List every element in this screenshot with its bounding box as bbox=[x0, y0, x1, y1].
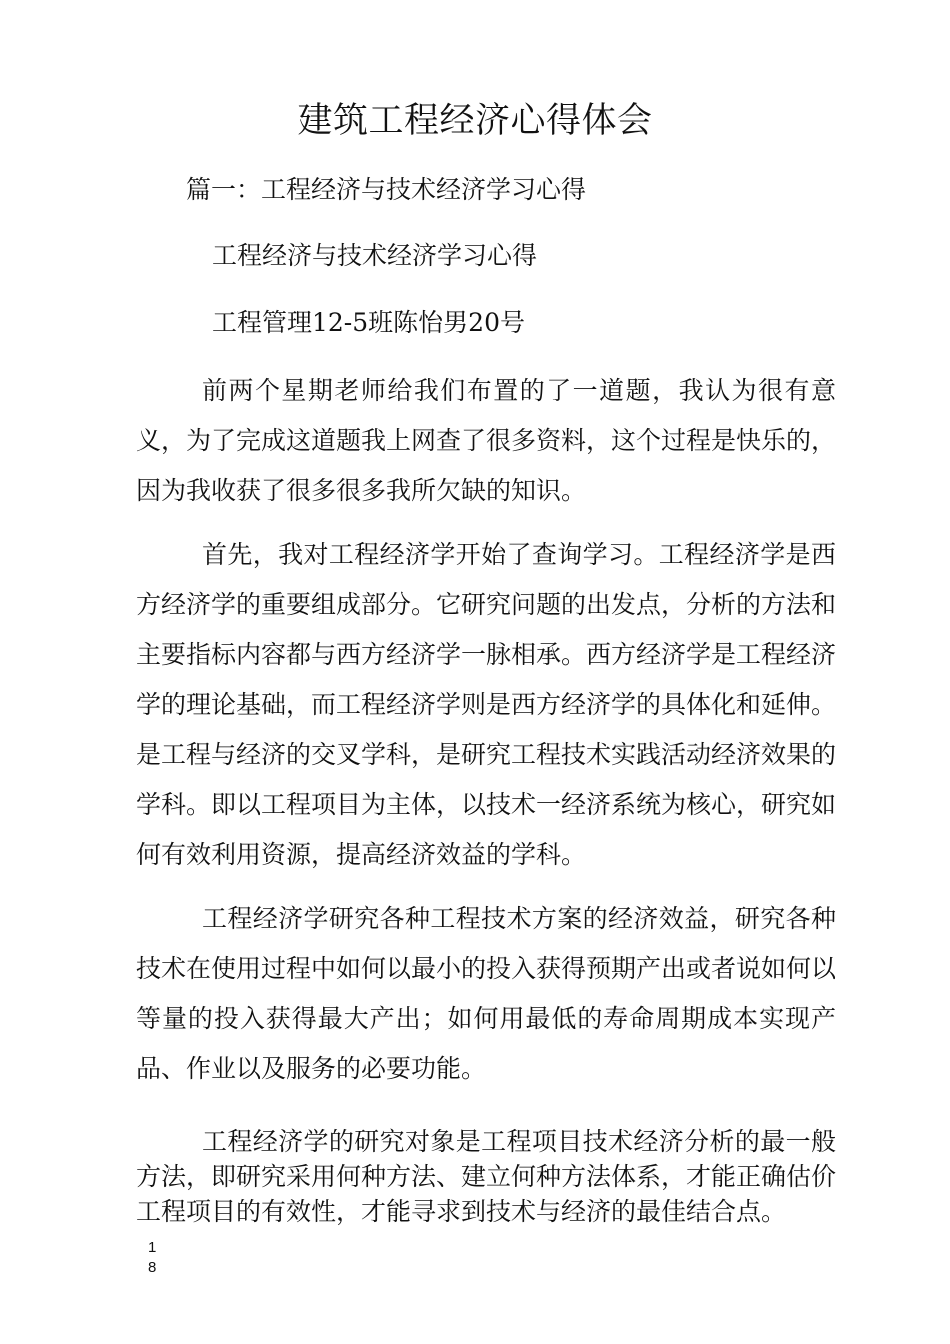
section-heading: 篇一：工程经济与技术经济学习心得 bbox=[186, 175, 587, 204]
paragraph-research-scope: 工程经济学研究各种工程技术方案的经济效益，研究各种技术在使用过程中如何以最小的投入获得预期产出或者说如何以等量的投入获得最大产出；如何用最低的寿命周期成本实现产品、作业以及服务的必要功能。 bbox=[136, 904, 837, 1083]
paragraph-research-object: 工程经济学的研究对象是工程项目技术经济分析的最一般方法，即研究采用何种方法、建立何种方法体系，才能正确估价工程项目的有效性，才能寻求到技术与经济的最佳结合点。 bbox=[136, 1127, 837, 1226]
paragraph-definition: 首先，我对工程经济学开始了查询学习。工程经济学是西方经济学的重要组成部分。它研究问题的出发点，分析的方法和主要指标内容都与西方经济学一脉相承。西方经济学是工程经济学的理论基础，而工程经济学则是西方经济学的具体化和延伸。是工程与经济的交叉学科，是研究工程技术实践活动经济效果的学科。即以工程项目为主体，以技术一经济系统为核心，研究如何有效利用资源，提高经济效益的学科。 bbox=[136, 540, 837, 869]
document-subtitle: 工程经济与技术经济学习心得 bbox=[212, 241, 538, 270]
author-line: 工程管理12-5班陈怡男20号 bbox=[212, 308, 525, 337]
paragraph-intro: 前两个星期老师给我们布置的了一道题，我认为很有意义，为了完成这道题我上网查了很多资料，这个过程是快乐的，因为我收获了很多很多我所欠缺的知识。 bbox=[136, 376, 837, 505]
page-number: 18 bbox=[148, 1239, 157, 1276]
document-title: 建筑工程经济心得体会 bbox=[297, 101, 653, 141]
